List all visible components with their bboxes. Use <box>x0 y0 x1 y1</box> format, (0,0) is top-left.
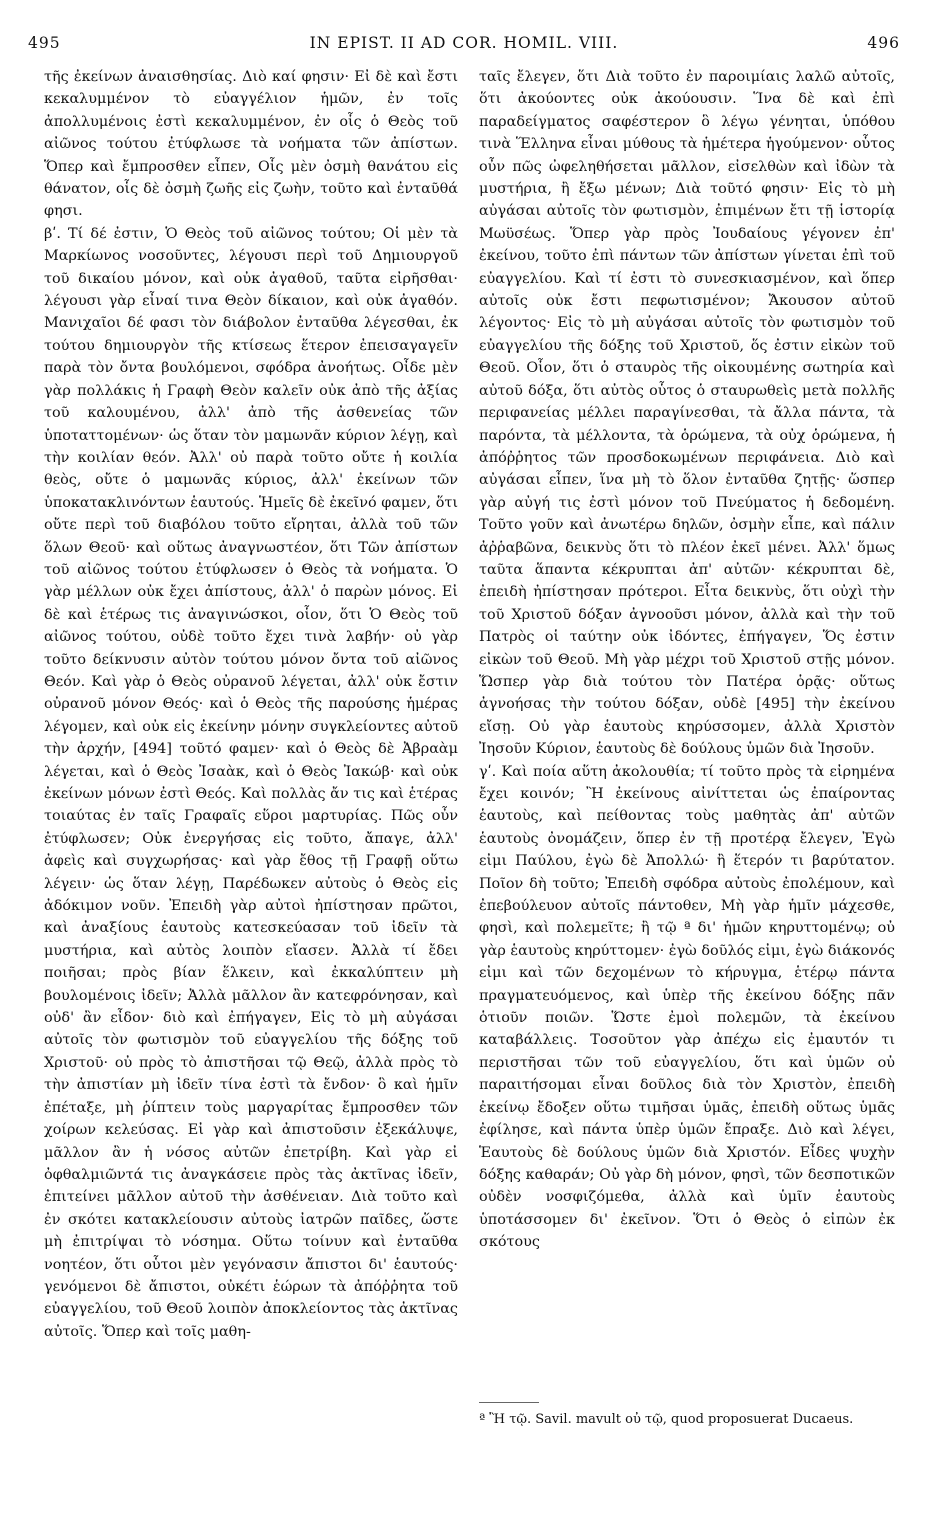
right-column-text: ταῖς ἔλεγεν, ὅτι Διὰ τοῦτο ἐν παροιμίαις λαλῶ αὐτοῖς, ὅτι ἀκούοντες οὐκ ἀκούουσιν. Ἵνα δὲ καὶ ἐπὶ παραδείγματος σαφέστερον ὃ λέγω γένηται, ὑπόθου τινὰ Ἕλληνα εἶναι μύθους τὰ ἡμέτερα ἡγούμενον· οὗτος οὖν πῶς ὠφεληθήσεται μᾶλλον, εἰσελθὼν καὶ ἰδὼν τὰ μυστήρια, ἢ ἔξω μένων; Διὰ τοῦτό φησιν· Εἰς τὸ μὴ αὐγάσαι αὐτοῖς τὸν φωτισμὸν, ἐπιμένων ἔτι τῇ ἱστορίᾳ Μωϋσέως. Ὅπερ γὰρ πρὸς Ἰουδαίους γέγονεν ἐπ' ἐκείνου, τοῦτο ἐπὶ πάντων τῶν ἀπίστων γίνεται ἐπὶ τοῦ εὐαγγελίου. Καὶ τί ἐστι τὸ συνεσκιασμένον, καὶ ὅπερ αὐτοῖς οὐκ ἔστι πεφωτισμένον; Ἄκουσον αὐτοῦ λέγοντος· Εἰς τὸ μὴ αὐγάσαι αὐτοῖς τὸν φωτισμὸν τοῦ εὐαγγελίου τῆς δόξης τοῦ Χριστοῦ, ὅς ἐστιν εἰκὼν τοῦ Θεοῦ. Οἷον, ὅτι ὁ σταυρὸς τῆς οἰκουμένης σωτηρία καὶ αὐτοῦ δόξα, ὅτι αὐτὸς οὗτος ὁ σταυρωθεὶς μετὰ πολλῆς περιφανείας μέλλει παραγίνεσθαι, τὰ ἄλλα πάντα, τὰ παρόντα, τὰ μέλλοντα, τὰ ὁρώμενα, τὰ οὐχ ὁρώμενα, ἡ ἀπόῤῥητος τῶν προσδοκωμένων περιφάνεια. Διὸ καὶ αὐγάσαι εἶπεν, ἵνα μὴ τὸ ὅλον ἐνταῦθα ζητῇς· ὥσπερ γὰρ αὐγή τις ἐστὶ μόνον τοῦ Πνεύματος ἡ δεδομένη. Τοῦτο γοῦν καὶ ἀνωτέρω δηλῶν, ὀσμὴν εἶπε, καὶ πάλιν ἀῤῥαβῶνα, δεικνὺς ὅτι τὸ πλέον ἐκεῖ μένει. Ἀλλ' ὅμως ταῦτα ἅπαντα κέκρυπται ἀπ' αὐτῶν· κέκρυπται δὲ, ἐπειδὴ ἠπίστησαν πρότεροι. Εἶτα δεικνὺς, ὅτι οὐχὶ τὴν τοῦ Χριστοῦ δόξαν ἀγνοοῦσι μόνον, ἀλλὰ καὶ τὴν τοῦ Πατρὸς οἱ ταύτην οὐκ ἰδόντες, ἐπήγαγεν, Ὅς ἐστιν εἰκὼν τοῦ Θεοῦ. Μὴ γὰρ μέχρι τοῦ Χριστοῦ στῇς μόνον. Ὥσπερ γὰρ διὰ τούτου τὸν Πατέρα ὁρᾷς· οὕτως ἀγνοήσας τὴν τούτου δόξαν, οὐδὲ [495] τὴν ἐκείνου εἴσῃ. Οὐ γὰρ ἑαυτοὺς κηρύσσομεν, ἀλλὰ Χριστὸν Ἰησοῦν Κύριον, ἑαυτοὺς δὲ δούλους ὑμῶν διὰ Ἰησοῦν. γʹ. Καὶ ποία αὕτη ἀκολουθία; τί τοῦτο πρὸς τὰ εἰρημένα ἔχει κοινόν; Ἢ ἐκείνους αἰνίττεται ὡς ἐπαίροντας ἑαυτοὺς, καὶ πείθοντας τοὺς μαθητὰς ἀπ' αὐτῶν ἑαυτοὺς ὀνομάζειν, ὅπερ ἐν τῇ προτέρᾳ ἔλεγεν, Ἐγὼ εἰμι Παύλου, ἐγὼ δὲ Ἀπολλώ· ἢ ἕτερόν τι βαρύτατον. Ποῖον δὴ τοῦτο; Ἐπειδὴ σφόδρα αὐτοὺς ἐπολέμουν, καὶ ἐπεβούλευον αὐτοῖς πάντοθεν, Μὴ γὰρ ἡμῖν μάχεσθε, φησὶ, καὶ πολεμεῖτε; ἢ τῷ ª δι' ἡμῶν κηρυττομένῳ; οὐ γὰρ ἑαυτοὺς κηρύττομεν· ἐγὼ δοῦλός εἰμι, ἐγὼ διάκονός εἰμι καὶ τῶν δεχομένων τὸ κήρυγμα, ἑτέρῳ πάντα πραγματευόμενος, καὶ ὑπὲρ τῆς ἐκείνου δόξης πᾶν ὁτιοῦν ποιῶν. Ὥστε ἐμοὶ πολεμῶν, τὰ ἐκείνου καταβάλλεις. Τοσοῦτον γὰρ ἀπέχω εἰς ἐμαυτόν τι περιστῆσαι τῶν τοῦ εὐαγγελίου, ὅτι καὶ ὑμῶν οὐ παραιτήσομαι εἶναι δοῦλος διὰ τὸν Χριστὸν, ἐπειδὴ ἐκείνῳ ἔδοξεν οὕτω τιμῆσαι ὑμᾶς, ἐπειδὴ οὕτως ὑμᾶς ἐφίλησε, καὶ πάντα ὑπὲρ ὑμῶν ἔπραξε. Διὸ καὶ λέγει, Ἑαυτοὺς δὲ δούλους ὑμῶν διὰ Χριστόν. Εἶδες ψυχὴν δόξης καθαράν; Οὐ γὰρ δὴ μόνον, φησὶ, τῶν δεσποτικῶν οὐδὲν νοσφιζόμεθα, ἀλλὰ καὶ ὑμῖν ἑαυτοὺς ὑποτάσσομεν δι' ἐκεῖνον. Ὅτι ὁ Θεὸς ὁ εἰπὼν ἐκ σκότους <box>479 69 895 1251</box>
running-title: IN EPIST. II AD COR. HOMIL. VIII. <box>309 34 619 52</box>
footnote-divider <box>479 1402 539 1403</box>
right-text-column <box>479 66 895 1254</box>
page-number-right: 496 <box>867 34 900 52</box>
left-column-text: τῆς ἐκείνων ἀναισθησίας. Διὸ καί φησιν· Εἰ δὲ καὶ ἔστι κεκαλυμμένον τὸ εὐαγγέλιον ἡμῶν, ἐν τοῖς ἀπολλυμένοις ἐστὶ κεκαλυμμένον, ἐν οἷς ὁ Θεὸς τοῦ αἰῶνος τούτου ἐτύφλωσε τὰ νοήματα τῶν ἀπίστων. Ὅπερ καὶ ἔμπροσθεν εἶπεν, Οἷς μὲν ὀσμὴ θανάτου εἰς θάνατον, οἷς δὲ ὀσμὴ ζωῆς εἰς ζωὴν, τοῦτο καὶ ἐνταῦθά φησι. βʹ. Τί δέ ἐστιν, Ὁ Θεὸς τοῦ αἰῶνος τούτου; Οἱ μὲν τὰ Μαρκίωνος νοσοῦντες, λέγουσι περὶ τοῦ Δημιουργοῦ τοῦ δικαίου μόνον, καὶ οὐκ ἀγαθοῦ, ταῦτα εἰρῆσθαι· λέγουσι γὰρ εἶναί τινα Θεὸν δίκαιον, καὶ οὐκ ἀγαθόν. Μανιχαῖοι δέ φασι τὸν διάβολον ἐνταῦθα λέγεσθαι, ἐκ τούτου δημιουργὸν τῆς κτίσεως ἕτερον ἐπεισαγαγεῖν παρὰ τὸν ὄντα βουλόμενοι, σφόδρα ἀνοήτως. Οἶδε μὲν γὰρ πολλάκις ἡ Γραφὴ Θεὸν καλεῖν οὐκ ἀπὸ τῆς ἀξίας τοῦ καλουμένου, ἀλλ' ἀπὸ τῆς ἀσθενείας τῶν ὑποταττομένων· ὡς ὅταν τὸν μαμωνᾶν κύριον λέγῃ, καὶ τὴν κοιλίαν θεόν. Ἀλλ' οὐ παρὰ τοῦτο οὔτε ἡ κοιλία θεὸς, οὔτε ὁ μαμωνᾶς κύριος, ἀλλ' ἐκείνων τῶν ὑποκατακλινόντων ἑαυτούς. Ἡμεῖς δὲ ἐκεῖνό φαμεν, ὅτι οὔτε περὶ τοῦ διαβόλου τοῦτο εἴρηται, ἀλλὰ τοῦ τῶν ὅλων Θεοῦ· καὶ οὕτως ἀναγνωστέον, ὅτι Τῶν ἀπίστων τοῦ αἰῶνος τούτου ἐτύφλωσεν ὁ Θεὸς τὰ νοήματα. Ὁ γὰρ μέλλων οὐκ ἔχει ἀπίστους, ἀλλ' ὁ παρὼν μόνος. Εἰ δὲ καὶ ἑτέρως τις ἀναγινώσκοι, οἷον, ὅτι Ὁ Θεὸς τοῦ αἰῶνος τούτου, οὐδὲ τοῦτο ἔχει τινὰ λαβήν· οὐ γὰρ τοῦτο δείκνυσιν αὐτὸν τούτου μόνον ὄντα τοῦ αἰῶνος Θεόν. Καὶ γὰρ ὁ Θεὸς οὐρανοῦ λέγεται, ἀλλ' οὐκ ἔστιν οὐρανοῦ μόνον Θεός· καὶ ὁ Θεὸς τῆς παρούσης ἡμέρας λέγομεν, καὶ οὐκ εἰς ἐκείνην μόνην συγκλείοντες αὐτοῦ τὴν ἀρχήν, [494] τοῦτό φαμεν· καὶ ὁ Θεὸς δὲ Ἀβραὰμ λέγεται, καὶ ὁ Θεὸς Ἰσαὰκ, καὶ ὁ Θεὸς Ἰακώβ· καὶ οὐκ ἐκείνων μόνων ἐστὶ Θεός. Καὶ πολλὰς ἄν τις καὶ ἑτέρας τοιαύτας ἐν ταῖς Γραφαῖς εὕροι μαρτυρίας. Πῶς οὖν ἐτύφλωσεν; Οὐκ ἐνεργήσας εἰς τοῦτο, ἄπαγε, ἀλλ' ἀφεὶς καὶ συγχωρήσας· καὶ γὰρ ἔθος τῇ Γραφῇ οὕτω λέγειν· ὡς ὅταν λέγῃ, Παρέδωκεν αὐτοὺς ὁ Θεὸς εἰς ἀδόκιμον νοῦν. Ἐπειδὴ γὰρ αὐτοὶ ἠπίστησαν πρῶτοι, καὶ ἀναξίους ἑαυτοὺς κατεσκεύασαν τοῦ ἰδεῖν τὰ μυστήρια, καὶ αὐτὸς λοιπὸν εἴασεν. Ἀλλὰ τί ἔδει ποιῆσαι; πρὸς βίαν ἕλκειν, καὶ ἐκκαλύπτειν μὴ βουλομένοις ἰδεῖν; Ἀλλὰ μᾶλλον ἂν κατεφρόνησαν, καὶ οὐδ' ἂν εἶδον· διὸ καὶ ἐπήγαγεν, Εἰς τὸ μὴ αὐγάσαι αὐτοῖς τὸν φωτισμὸν τοῦ εὐαγγελίου τῆς δόξης τοῦ Χριστοῦ· οὐ πρὸς τὸ ἀπιστῆσαι τῷ Θεῷ, ἀλλὰ πρὸς τὸ τὴν ἀπιστίαν μὴ ἰδεῖν τίνα ἐστὶ τὰ ἔνδον· ὃ καὶ ἡμῖν ἐπέταξε, μὴ ῥίπτειν τοὺς μαργαρίτας ἔμπροσθεν τῶν χοίρων κελεύσας. Εἰ γὰρ καὶ ἀπιστοῦσιν ἐξεκάλυψε, μᾶλλον ἂν ἡ νόσος αὐτῶν ἐπετρίβη. Καὶ γὰρ εἰ ὀφθαλμιῶντά τις ἀναγκάσειε πρὸς τὰς ἀκτῖνας ἰδεῖν, ἐπιτείνει μᾶλλον αὐτοῦ τὴν ἀσθένειαν. Διὰ τοῦτο καὶ ἐν σκότει κατακλείουσιν αὐτοὺς ἰατρῶν παῖδες, ὥστε μὴ ἐπιτρίψαι τὸ νόσημα. Οὕτω τοίνυν καὶ ἐνταῦθα νοητέον, ὅτι οὗτοι μὲν γεγόνασιν ἄπιστοι δι' ἑαυτούς· γενόμενοι δὲ ἄπιστοι, οὐκέτι ἑώρων τὰ ἀπόῤῥητα τοῦ εὐαγγελίου, τοῦ Θεοῦ λοιπὸν ἀποκλείοντος τὰς ἀκτῖνας αὐτοῖς. Ὅπερ καὶ τοῖς μαθη- <box>44 69 458 1340</box>
footnote: ª Ἢ τῷ. Savil. mavult οὐ τῷ, quod proposuerat Ducaeus. <box>479 1412 854 1427</box>
left-text-column <box>44 66 458 1343</box>
page-number-left: 495 <box>28 34 61 52</box>
page-header <box>28 34 900 56</box>
